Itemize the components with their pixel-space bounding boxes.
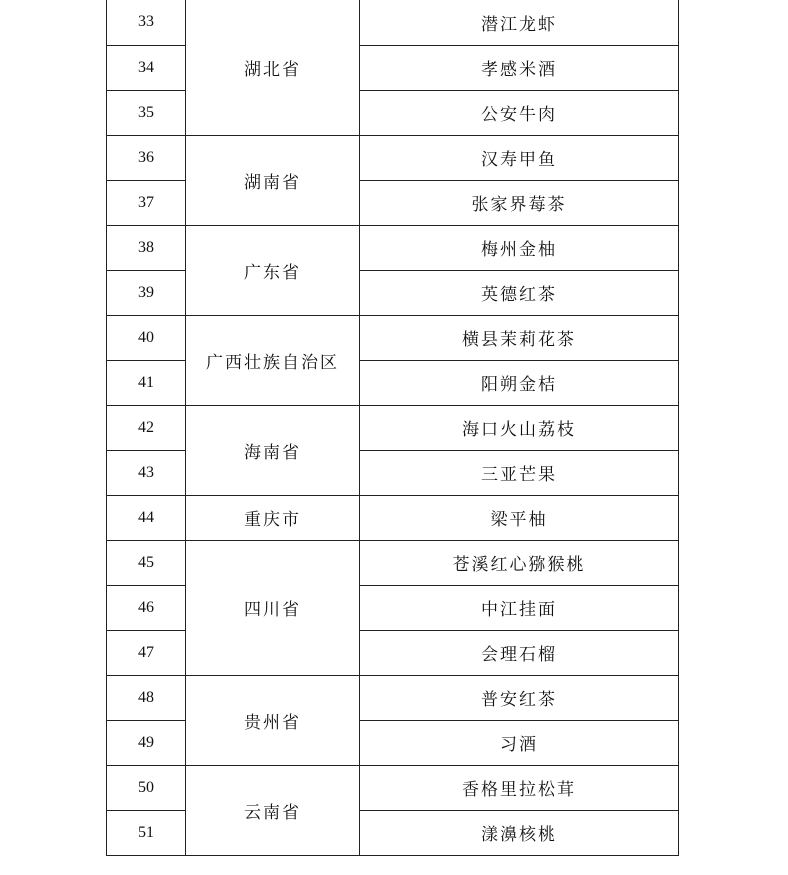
row-number: 36	[107, 135, 186, 180]
row-number: 37	[107, 180, 186, 225]
table-row	[107, 495, 679, 540]
product-name: 阳朔金桔	[360, 360, 679, 405]
table-row	[107, 675, 679, 720]
row-number: 49	[107, 720, 186, 765]
product-name: 海口火山荔枝	[360, 405, 679, 450]
product-name: 横县茉莉花茶	[360, 315, 679, 360]
product-name: 公安牛肉	[360, 90, 679, 135]
province-cell: 重庆市	[186, 495, 360, 540]
row-number: 42	[107, 405, 186, 450]
product-name: 潜江龙虾	[360, 0, 679, 45]
province-cell: 湖北省	[186, 0, 360, 135]
row-number: 51	[107, 810, 186, 855]
product-name: 汉寿甲鱼	[360, 135, 679, 180]
row-number: 45	[107, 540, 186, 585]
province-cell: 海南省	[186, 405, 360, 495]
province-cell: 广西壮族自治区	[186, 315, 360, 405]
table-row	[107, 0, 679, 45]
row-number: 41	[107, 360, 186, 405]
product-name: 习酒	[360, 720, 679, 765]
row-number: 34	[107, 45, 186, 90]
row-number: 35	[107, 90, 186, 135]
row-number: 46	[107, 585, 186, 630]
product-name: 普安红茶	[360, 675, 679, 720]
row-number: 39	[107, 270, 186, 315]
product-name: 孝感米酒	[360, 45, 679, 90]
product-name: 中江挂面	[360, 585, 679, 630]
product-table-body	[107, 0, 679, 855]
product-name: 苍溪红心猕猴桃	[360, 540, 679, 585]
product-name: 张家界莓茶	[360, 180, 679, 225]
table-row	[107, 315, 679, 360]
province-cell: 四川省	[186, 540, 360, 675]
table-row	[107, 540, 679, 585]
row-number: 33	[107, 0, 186, 45]
row-number: 44	[107, 495, 186, 540]
table-row	[107, 405, 679, 450]
product-name: 三亚芒果	[360, 450, 679, 495]
product-table	[106, 0, 679, 856]
row-number: 40	[107, 315, 186, 360]
province-cell: 广东省	[186, 225, 360, 315]
row-number: 47	[107, 630, 186, 675]
row-number: 50	[107, 765, 186, 810]
province-cell: 云南省	[186, 765, 360, 855]
row-number: 48	[107, 675, 186, 720]
product-name: 漾濞核桃	[360, 810, 679, 855]
row-number: 43	[107, 450, 186, 495]
product-name: 会理石榴	[360, 630, 679, 675]
province-cell: 湖南省	[186, 135, 360, 225]
row-number: 38	[107, 225, 186, 270]
table-row	[107, 225, 679, 270]
product-name: 梅州金柚	[360, 225, 679, 270]
table-row	[107, 765, 679, 810]
product-name: 香格里拉松茸	[360, 765, 679, 810]
province-cell: 贵州省	[186, 675, 360, 765]
table-row	[107, 135, 679, 180]
product-name: 梁平柚	[360, 495, 679, 540]
product-name: 英德红茶	[360, 270, 679, 315]
